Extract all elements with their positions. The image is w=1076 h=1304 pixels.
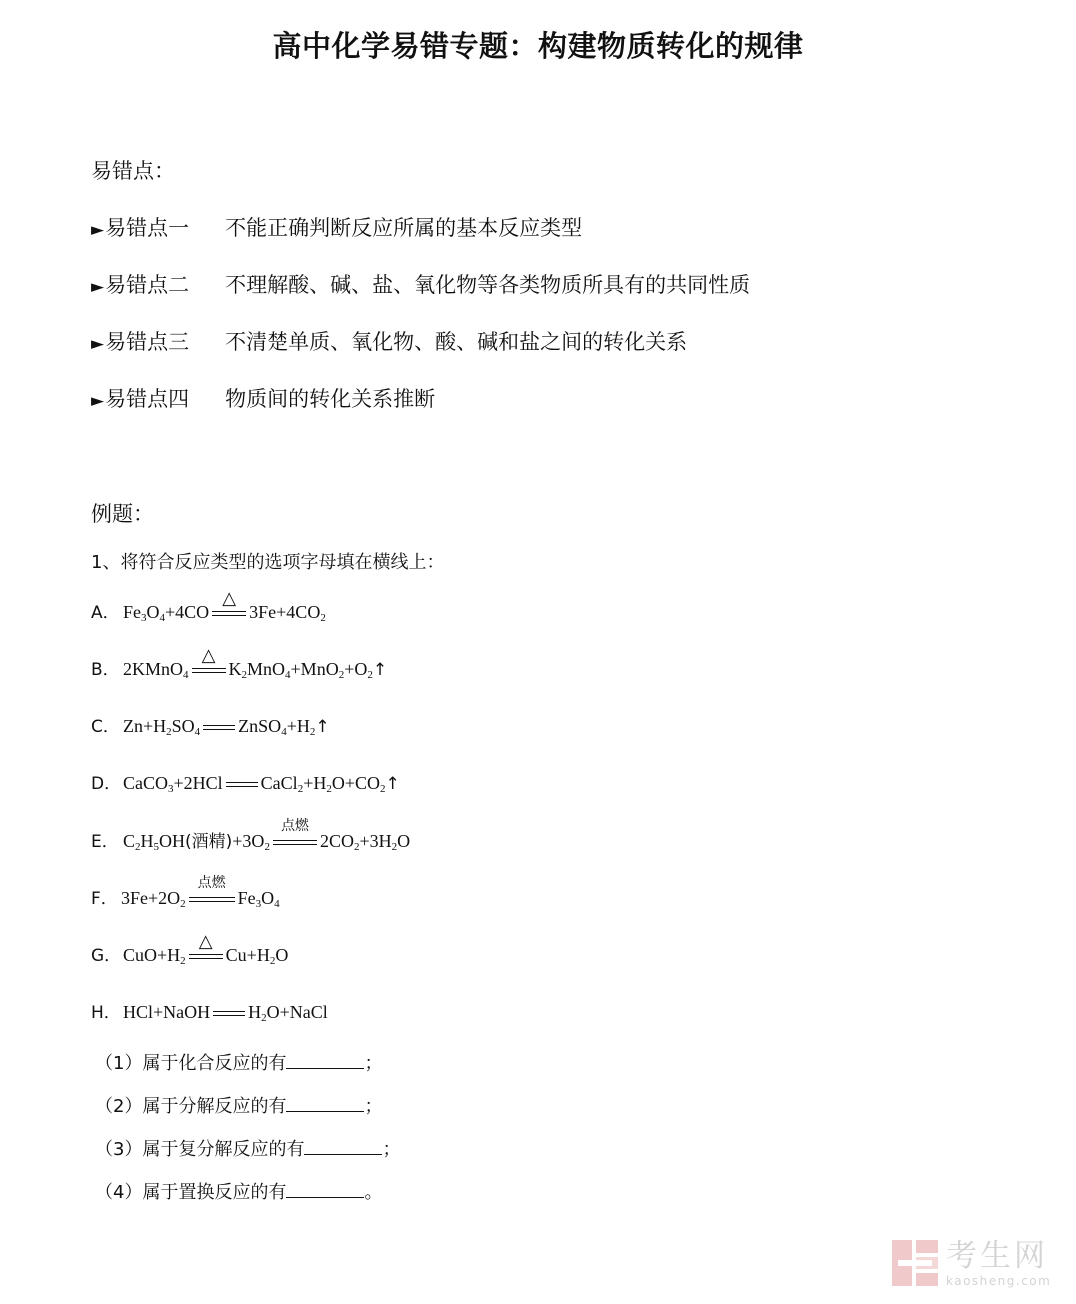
subquestion-end: ；: [382, 1139, 401, 1160]
equals-sign: [211, 1004, 247, 1024]
subquestion-text: 属于复分解反应的有: [142, 1139, 305, 1160]
point-label: 易错点二: [105, 273, 190, 297]
option-letter: F．: [91, 889, 118, 909]
triangle-marker-icon: ►: [91, 334, 105, 354]
equation-b: B． 2KMnO$_4$ △ $K_2MnO_4+MnO_2+O_2↑$: [91, 644, 388, 681]
point-text: 不清楚单质、氧化物、酸、碱和盐之间的转化关系: [225, 330, 688, 354]
subquestion-number: （2）: [95, 1096, 143, 1117]
watermark-url: kaosheng.com: [946, 1274, 1052, 1288]
equation-d: D． CaCO$_3$+2HCl $CaCl_2+H_2O+CO_2↑$: [91, 769, 400, 795]
answer-blank[interactable]: [286, 1095, 364, 1112]
equation-e: E． $C_2H_5OH$(酒精)$+3O_2$ 点燃 $2CO_2+3H_2O$: [91, 817, 411, 853]
reaction-condition: [190, 644, 228, 681]
subquestion-number: （3）: [95, 1139, 143, 1160]
point-label: 易错点三: [105, 330, 190, 354]
equals-sign: [224, 775, 260, 795]
equation-c: C． $Zn+H_2SO_4$ $ZnSO_4+H_2↑$: [91, 712, 330, 738]
option-letter: G．: [91, 946, 122, 966]
subquestion-3: [95, 1135, 400, 1161]
gas-arrow-icon: ↑: [385, 774, 400, 794]
triangle-marker-icon: ►: [91, 220, 105, 240]
equation-f: F． $3Fe+2O_2$ 点燃 $Fe_3O_4$: [91, 874, 280, 910]
option-letter: H．: [91, 1003, 121, 1023]
option-letter: D．: [91, 774, 122, 794]
point-label: 易错点四: [105, 387, 190, 411]
point-text: 不理解酸、碱、盐、氧化物等各类物质所具有的共同性质: [225, 273, 751, 297]
equation-h: H． HCl+NaOH $H_2O+NaCl$: [91, 998, 328, 1024]
equation-g: G． $CuO+H_2$ △ $Cu+H_2O$: [91, 930, 289, 967]
heat-triangle-icon: △: [198, 930, 213, 952]
watermark-name: 考生网: [946, 1238, 1048, 1274]
point-label: 易错点一: [105, 216, 190, 240]
subquestion-end: 。: [364, 1182, 383, 1203]
point-3: [91, 326, 687, 356]
triangle-marker-icon: ►: [91, 391, 105, 411]
examples-heading: 例题：: [91, 502, 154, 526]
subquestion-end: ；: [364, 1096, 383, 1117]
point-4: [91, 383, 435, 413]
subquestion-2: [95, 1092, 382, 1118]
equation-a: A． $Fe_3O_4+4CO$ △ $3Fe+4CO_2$: [91, 587, 326, 624]
subquestion-4: [95, 1178, 382, 1204]
equals-sign: [201, 718, 237, 738]
subquestion-end: ；: [364, 1053, 383, 1074]
answer-blank[interactable]: [286, 1181, 364, 1198]
subquestion-number: （4）: [95, 1182, 143, 1203]
option-letter: E．: [91, 832, 119, 852]
triangle-marker-icon: ►: [91, 277, 105, 297]
watermark: [890, 1238, 1060, 1288]
point-text: 物质间的转化关系推断: [225, 387, 436, 411]
page-title: 高中化学易错专题：构建物质转化的规律: [272, 29, 804, 63]
point-2: [91, 269, 750, 299]
option-letter: B．: [91, 660, 120, 680]
answer-blank[interactable]: [286, 1052, 364, 1069]
ignite-label: 点燃: [197, 874, 226, 891]
reaction-condition: [271, 817, 319, 853]
answer-blank[interactable]: [304, 1138, 382, 1155]
subquestion-text: 属于分解反应的有: [142, 1096, 287, 1117]
subquestion-text: 属于置换反应的有: [142, 1182, 287, 1203]
heat-triangle-icon: △: [222, 587, 237, 609]
point-text: 不能正确判断反应所属的基本反应类型: [225, 216, 583, 240]
reaction-condition: [187, 874, 237, 910]
gas-arrow-icon: ↑: [315, 717, 330, 737]
reaction-condition: [187, 930, 225, 967]
points-heading: 易错点：: [91, 159, 175, 183]
alcohol-note: (酒精): [185, 832, 233, 852]
option-letter: C．: [91, 717, 120, 737]
ignite-label: 点燃: [280, 817, 309, 834]
heat-triangle-icon: △: [201, 644, 216, 666]
subquestion-1: [95, 1049, 382, 1075]
subquestion-text: 属于化合反应的有: [142, 1053, 287, 1074]
option-letter: A．: [91, 603, 120, 623]
kaosheng-logo-icon: [890, 1238, 940, 1288]
reaction-condition: [210, 587, 248, 624]
question-stem: 1、将符合反应类型的选项字母填在横线上：: [91, 552, 445, 573]
subquestion-number: （1）: [95, 1053, 143, 1074]
gas-arrow-icon: ↑: [372, 660, 388, 680]
point-1: [91, 212, 582, 242]
